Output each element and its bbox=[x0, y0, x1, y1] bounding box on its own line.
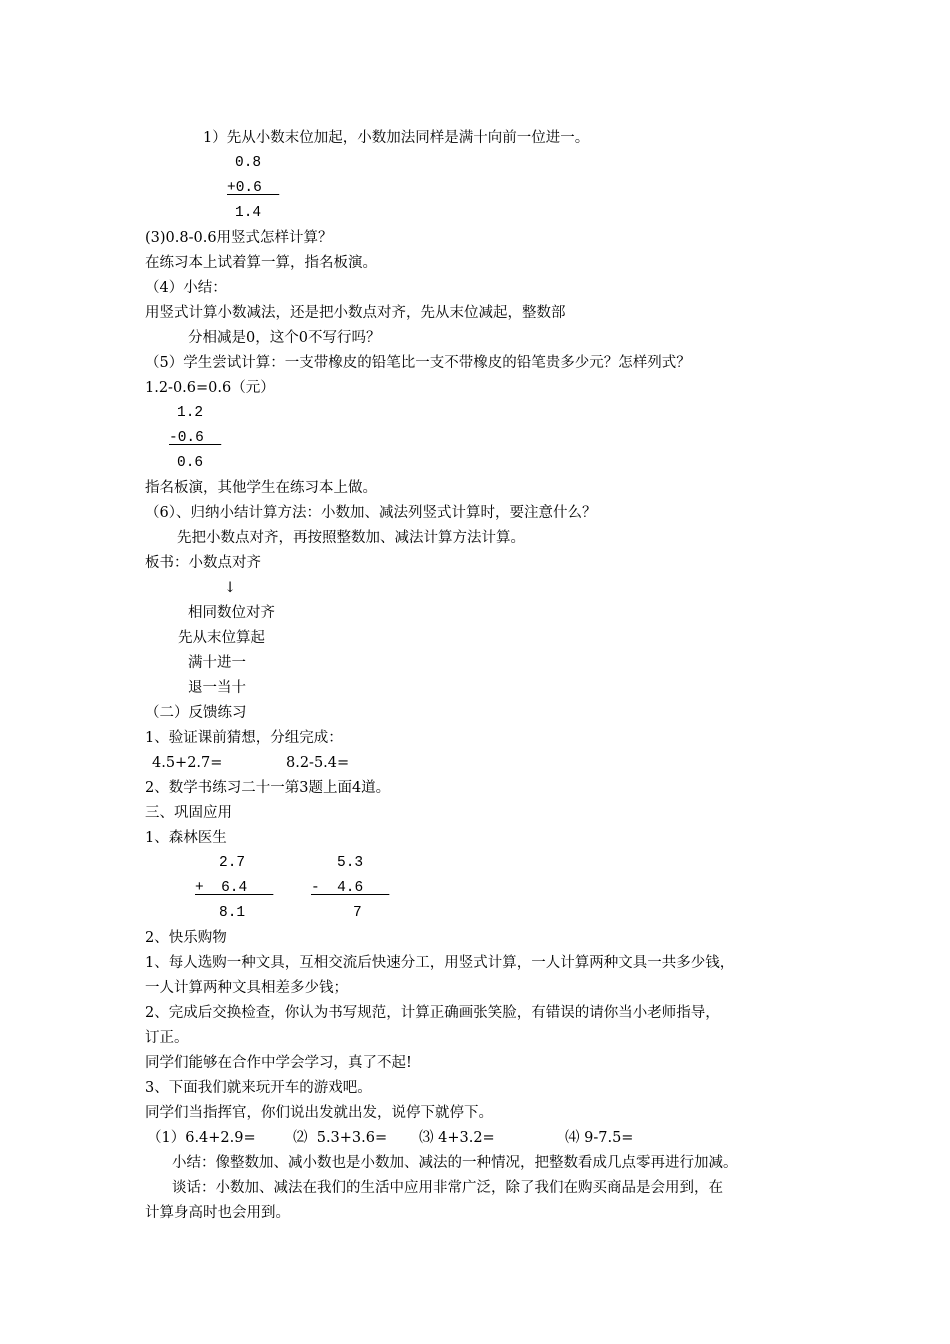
vertical-calc-operand: -0.6 bbox=[169, 430, 222, 446]
text-line: 相同数位对齐 bbox=[188, 605, 275, 621]
text-line: 3、下面我们就来玩开车的游戏吧。 bbox=[145, 1080, 372, 1096]
section-heading: （6）、归纳小结计算方法：小数加、减法列竖式计算时，要注意什么？ bbox=[145, 505, 597, 521]
text-line: 退一当十 bbox=[188, 680, 246, 696]
text-line: 2、完成后交换检查，你认为书写规范，计算正确画张笑脸，有错误的请你当小老师指导， bbox=[145, 1005, 720, 1021]
text-line: 订正。 bbox=[145, 1030, 189, 1046]
exercise-item: （1）6.4+2.9= bbox=[147, 1130, 256, 1146]
text-line: 同学们当指挥官，你们说出发就出发，说停下就停下。 bbox=[145, 1105, 493, 1121]
text-line: 先把小数点对齐，再按照整数加、减法计算方法计算。 bbox=[177, 530, 525, 546]
text-line: 1.2-0.6=0.6（元） bbox=[145, 380, 275, 396]
text-line: (3)0.8-0.6用竖式怎样计算？ bbox=[145, 230, 333, 246]
arrow-down-icon: ↓ bbox=[224, 580, 237, 596]
section-heading: （二）反馈练习 bbox=[145, 705, 247, 721]
text-line: 计算身高时也会用到。 bbox=[145, 1205, 290, 1221]
vertical-calc-operand: 1.2 bbox=[177, 405, 204, 421]
text-line: 一人计算两种文具相差多少钱； bbox=[145, 980, 348, 996]
vertical-calc-operand: +0.6 bbox=[227, 180, 280, 196]
vertical-calc-operand: 2.7 bbox=[219, 855, 246, 871]
text-line: 在练习本上试着算一算，指名板演。 bbox=[145, 255, 377, 271]
section-heading: 三、巩固应用 bbox=[145, 805, 232, 821]
exercise-item: 4.5+2.7= bbox=[152, 755, 223, 771]
text-line: 用竖式计算小数减法，还是把小数点对齐，先从末位减起，整数部 bbox=[145, 305, 566, 321]
vertical-calc-result: 7 bbox=[353, 905, 362, 921]
text-line: 分相减是0，这个0不写行吗？ bbox=[188, 330, 381, 346]
exercise-item: 8.2-5.4= bbox=[286, 755, 350, 771]
text-line: 指名板演，其他学生在练习本上做。 bbox=[145, 480, 377, 496]
text-line: 1）先从小数末位加起，小数加法同样是满十向前一位进一。 bbox=[203, 130, 590, 146]
vertical-calc-operand: - 4.6 bbox=[311, 880, 390, 896]
text-line: 先从末位算起 bbox=[178, 630, 265, 646]
exercise-item: ⑶ 4+3.2= bbox=[419, 1130, 495, 1146]
text-line: 2、数学书练习二十一第3题上面4道。 bbox=[145, 780, 391, 796]
vertical-calc-result: 8.1 bbox=[219, 905, 246, 921]
text-line: 谈话：小数加、减法在我们的生活中应用非常广泛，除了我们在购买商品是会用到，在 bbox=[172, 1180, 723, 1196]
section-heading: （5）学生尝试计算：一支带橡皮的铅笔比一支不带橡皮的铅笔贵多少元？怎样列式？ bbox=[145, 355, 691, 371]
text-line: 小结：像整数加、减小数也是小数加、减法的一种情况，把整数看成几点零再进行加减。 bbox=[172, 1155, 738, 1171]
vertical-calc-operand: 5.3 bbox=[337, 855, 364, 871]
text-line: 同学们能够在合作中学会学习，真了不起! bbox=[145, 1055, 412, 1071]
text-line: 1、森林医生 bbox=[145, 830, 227, 846]
vertical-calc-operand: + 6.4 bbox=[195, 880, 274, 896]
text-line: 板书：小数点对齐 bbox=[145, 555, 261, 571]
text-line: 1、验证课前猜想，分组完成： bbox=[145, 730, 343, 746]
text-line: 2、快乐购物 bbox=[145, 930, 227, 946]
text-line: 1、每人选购一种文具，互相交流后快速分工，用竖式计算，一人计算两种文具一共多少钱， bbox=[145, 955, 735, 971]
vertical-calc-result: 1.4 bbox=[235, 205, 262, 221]
vertical-calc-operand: 0.8 bbox=[235, 155, 262, 171]
exercise-item: ⑵ 5.3+3.6= bbox=[293, 1130, 388, 1146]
text-line: 满十进一 bbox=[188, 655, 246, 671]
vertical-calc-result: 0.6 bbox=[177, 455, 204, 471]
exercise-item: ⑷ 9-7.5= bbox=[565, 1130, 634, 1146]
section-heading: （4）小结： bbox=[145, 280, 227, 296]
